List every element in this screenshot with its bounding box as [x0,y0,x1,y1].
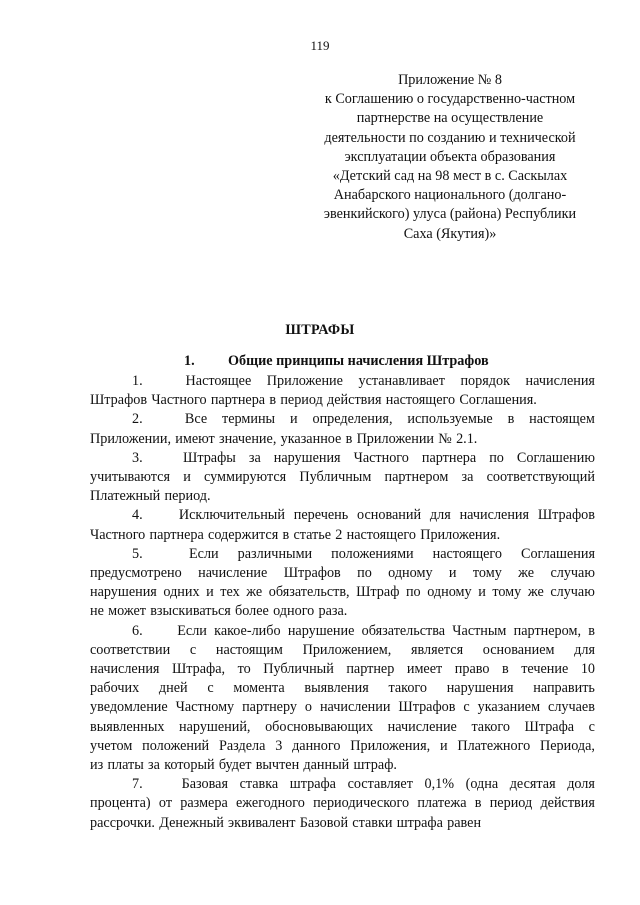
body-text [90,372,595,833]
paragraph-number: 3. [132,449,143,466]
word: рабочих [90,680,140,697]
word: Приложения. [420,526,501,543]
word: Частного [353,449,409,466]
word: положениями [331,545,414,562]
appendix-header-line: партнерстве на осуществление [356,110,544,127]
word: Публичным [299,469,372,486]
word: то [237,661,251,678]
word: Штрафов [283,565,341,582]
word: Штрафов [398,699,456,716]
word: настоящего [385,392,456,409]
word: настоящего [432,545,502,562]
paragraph [90,775,595,833]
word: начисления [525,373,595,389]
word: Исключительный [178,507,285,524]
word: период [280,392,323,409]
word: основанием [482,641,555,658]
word: учитываются [90,469,170,486]
word: начисление [198,565,268,582]
word: такого [388,680,427,697]
word: партнера [210,392,266,409]
paragraph [90,449,595,507]
word: по [489,449,504,466]
paragraph-line [90,622,595,641]
word: Частного [151,392,207,409]
word: указанием [477,699,541,716]
word: в [474,795,482,812]
word: данного [292,737,341,754]
paragraph-number: 2. [132,411,143,428]
word: случаев [548,699,595,716]
paragraph-number: 5. [132,545,143,562]
word: обосновывающих [265,718,374,735]
paragraph-line [90,660,595,679]
word: Раздела [218,737,266,754]
word: нарушения [446,680,514,697]
word: Все [184,411,208,428]
word: Базовая [181,776,228,793]
word: партнер [346,661,395,678]
word: настоящего [346,526,416,543]
word: штраф. [353,757,397,774]
word: содержится [208,526,279,543]
word: который [164,757,215,774]
word: Приложении, [90,430,171,447]
paragraph-number: 7. [132,776,143,793]
word: может [108,603,146,620]
document-title: ШТРАФЫ [285,322,355,338]
word: начисление [387,718,457,735]
word: 2 [335,526,343,543]
word: составляет [347,776,413,793]
word: значение, [218,430,277,447]
word: одному [427,584,472,601]
word: период [489,795,533,812]
paragraph-line [90,583,595,602]
word: данный [303,757,350,774]
word: одних [163,584,200,601]
appendix-header-line: Анабарского национального (долгано- [333,187,567,204]
word: вычтен [255,757,300,774]
word: Штрафов [537,507,595,524]
word: термины [222,411,276,428]
word: за [461,469,474,486]
word: по [405,584,421,601]
word: устанавливает [358,373,445,389]
word: нарушение [287,622,355,639]
word: 0,1% [424,776,455,793]
paragraph-line [90,545,595,564]
word: тех [220,584,240,601]
word: рассрочки. [90,814,155,831]
word: указанное [280,430,342,447]
word: и [289,411,298,428]
word: для [574,641,595,658]
word: (одна [465,776,499,793]
word: суммируются [203,469,287,486]
word: в [507,411,515,428]
paragraph-line [90,526,595,545]
word: начислении [319,699,391,716]
word: из [90,757,104,774]
word: и [448,565,457,582]
word: выявления [304,680,369,697]
word: момента [233,680,285,697]
word: в [501,661,509,678]
paragraph-line [90,468,595,487]
word: и [206,584,214,601]
paragraph-line [90,506,595,525]
word: и [439,737,448,754]
appendix-header-line: Саха (Якутия)» [403,225,497,242]
paragraph-line [90,718,595,737]
word: раза. [318,603,348,620]
word: Соглашения [521,545,595,562]
word: начисления [459,507,530,524]
paragraph-line [90,430,595,449]
paragraph-line [90,775,595,794]
word: уведомление [90,699,168,716]
word: от [158,795,173,812]
paragraph-line [90,679,595,698]
word: положений [142,737,210,754]
word: ежегодного [236,795,305,812]
word: Штрафа [524,718,575,735]
word: Штрафа, [171,661,226,678]
appendix-header-line: деятельности по созданию и технической [324,129,576,146]
appendix-header-line: Приложение № 8 [398,72,502,88]
section-heading-text: Общие принципы начисления Штрафов [228,353,489,369]
word: эквивалент [228,814,296,831]
word: обязательств, [268,584,350,601]
word: взыскиваться [150,603,231,620]
word: течение [521,661,569,678]
word: имеют [175,430,215,447]
word: в [269,392,277,409]
word: Частному [175,699,235,716]
word: Денежный [159,814,224,831]
word: период. [164,488,211,505]
word: с [588,718,595,735]
paragraph-line [90,794,595,813]
word: оснований [357,507,422,524]
appendix-header-line: «Детский сад на 98 мест в с. Саскылах [332,168,568,185]
word: будет [218,757,252,774]
word: Платежного [457,737,531,754]
word: имеет [406,661,443,678]
word: о [304,699,313,716]
word: ставки [352,814,393,831]
paragraph-line [90,814,595,833]
word: размера [180,795,228,812]
word: направить [533,680,595,697]
word: же [527,584,544,601]
word: обязательства [361,622,446,639]
word: предусмотрено [90,565,182,582]
word: случаю [550,565,595,582]
word: случаю [550,584,595,601]
word: с [189,641,197,658]
word: десятая [509,776,556,793]
word: одному [388,565,433,582]
word: за [148,757,160,774]
word: Периода, [539,737,595,754]
word: равен [447,814,482,831]
word: 2.1. [456,430,478,447]
word: же [246,584,263,601]
word: настоящим [215,641,283,658]
paragraph-line [90,602,595,621]
word: нарушений, [179,718,251,735]
word: Приложение [266,373,343,389]
word: партнера [149,526,204,543]
word: партнеру [242,699,297,716]
word: Базовой [299,814,349,831]
word: партнера [421,449,477,466]
paragraph-line [90,564,595,583]
word: Штраф [356,584,400,601]
word: право [454,661,490,678]
word: используемые [407,411,493,428]
word: статье [293,526,332,543]
word: определения, [312,411,393,428]
section-number: 1. [184,353,195,369]
word: дней [158,680,188,697]
paragraph-line [90,487,595,506]
word: настоящем [529,411,595,428]
word: учетом [90,737,133,754]
word: Частным [452,622,507,639]
word: Если [189,545,219,562]
word: Частного [90,526,146,543]
paragraph [90,506,595,544]
word: соответствующий [486,469,595,486]
word: какое-либо [214,622,281,639]
word: Платежный [90,488,161,505]
word: 3 [275,737,283,754]
word: платежа [417,795,467,812]
paragraph-number: 1. [132,373,143,389]
word: платы [107,757,144,774]
paragraph-line [90,391,595,410]
word: Приложении [356,430,435,447]
word: Штрафы [183,449,236,466]
paragraph-line [90,410,595,429]
word: нарушения [273,449,341,466]
appendix-header [300,71,600,244]
word: одного [273,603,315,620]
word: партнером [384,469,449,486]
word: с [463,699,470,716]
word: различными [237,545,313,562]
word: 10 [580,661,595,678]
word: № [438,430,452,447]
word: в [345,430,353,447]
page-number: 119 [310,38,330,53]
appendix-header-line: к Соглашению о государственно-частном [324,91,576,108]
paragraph-number: 4. [132,507,143,524]
appendix-header-line: эвенкийского) улуса (района) Республики [323,206,577,223]
word: по [357,565,372,582]
word: Соглашению [516,449,595,466]
word: Приложением, [302,641,392,658]
word: Настоящее [185,373,252,389]
word: выявленных [90,718,165,735]
word: начисления [90,661,160,678]
paragraph-line [90,372,595,391]
word: и [183,469,191,486]
word: является [410,641,464,658]
word: за [248,449,261,466]
word: штрафа [289,776,336,793]
word: действия [540,795,595,812]
word: Если [177,622,207,639]
word: в [588,622,595,639]
word: более [235,603,269,620]
paragraph [90,622,595,776]
word: для [429,507,451,524]
word: такого [471,718,510,735]
word: действия [327,392,382,409]
word: соответствии [90,641,171,658]
word: тому [472,565,502,582]
word: и [478,584,486,601]
word: Приложения, [350,737,431,754]
word: Штрафов [90,392,148,409]
paragraph-line [90,737,595,756]
word: Соглашения. [459,392,537,409]
paragraph-line [90,756,595,775]
word: нарушения [90,584,157,601]
word: периодического [313,795,410,812]
word: не [90,603,104,620]
paragraph-line [90,449,595,468]
word: партнером, [513,622,581,639]
word: Публичный [263,661,334,678]
paragraph-line [90,698,595,717]
paragraph [90,410,595,448]
word: штрафа [396,814,443,831]
appendix-header-line: эксплуатации объекта образования [344,148,556,165]
word: в [282,526,290,543]
word: с [207,680,214,697]
word: перечень [293,507,349,524]
word: доля [567,776,595,793]
paragraph [90,545,595,622]
word: тому [492,584,522,601]
paragraph-line [90,641,595,660]
word: процента) [90,795,151,812]
paragraph-number: 6. [132,622,143,639]
paragraph [90,372,595,410]
word: ставка [239,776,279,793]
word: же [518,565,535,582]
word: порядок [460,373,510,389]
